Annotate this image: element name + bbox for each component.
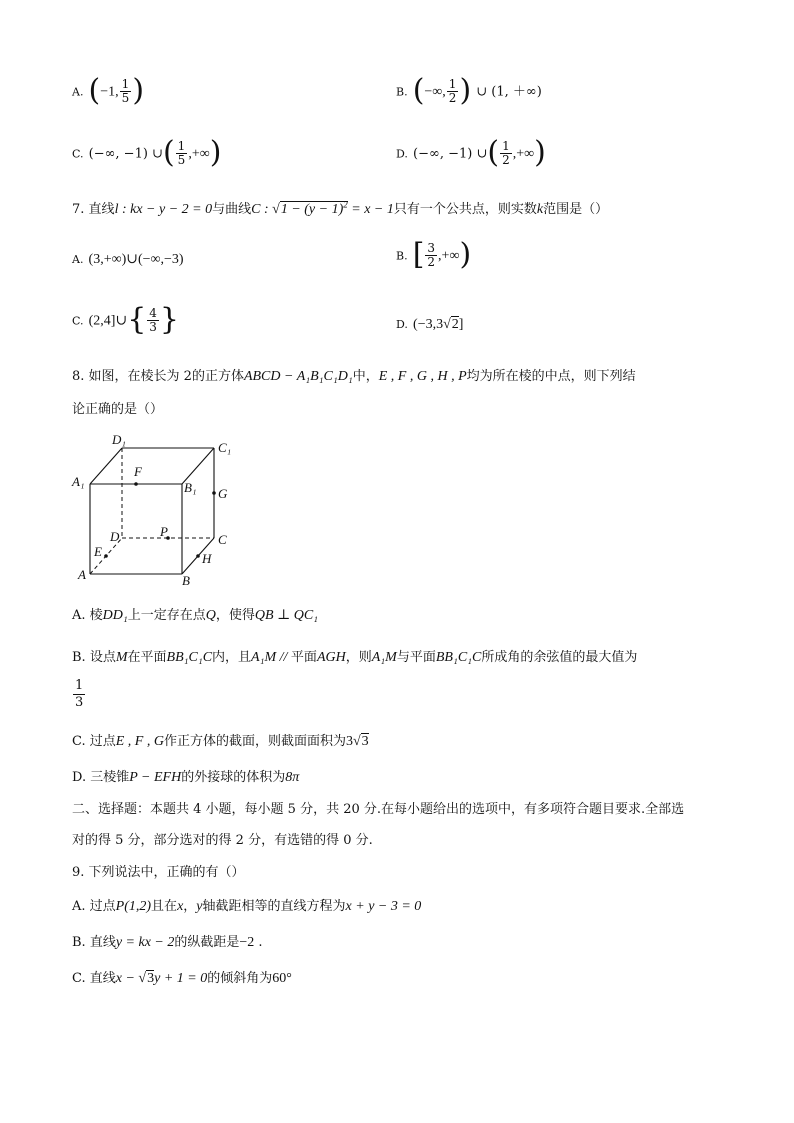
paren-open: ( (412, 73, 425, 108)
cube-name: ABCD − A₁B₁C₁D₁ (243, 369, 353, 384)
label-d: D (110, 529, 120, 544)
label-h: H (202, 551, 212, 566)
paren-open: ( (88, 73, 101, 108)
label-c1: C₁ (218, 440, 232, 455)
q7-line-eq: l : kx − y − 2 = 0 (114, 202, 213, 217)
label-d1: D₁ (112, 432, 126, 447)
q6-b-left: −∞, (424, 84, 446, 100)
edge-a1d1 (90, 448, 122, 484)
paren-close: ) (534, 135, 546, 170)
q7-c-value: (2,4]∪ (88, 313, 128, 329)
point-f (134, 482, 138, 486)
paren-open: ( (162, 135, 175, 170)
paren-open: ( (487, 135, 500, 170)
point-g (212, 491, 216, 495)
q7-stem: 7. 直线l : kx − y − 2 = 0与曲线C : $√1 - (y - 1)^2 = x - 1$只有一个公共点，则实数k范围是（） (72, 199, 609, 217)
q6-a-left: −1, (100, 84, 119, 100)
q9-option-b[interactable]: B. 直线y = kx − 2的纵截距是−2 . (72, 935, 263, 950)
label-f: F (134, 464, 142, 479)
q8-stem-line1: 8. 如图，在棱长为 2的正方体ABCD − A₁B₁C₁D₁中，E , F , G , H , P均为所在棱的中点，则下列结 (72, 369, 636, 384)
q6-b-union: ∪ (1, ＋∞) (476, 84, 542, 100)
point-e (104, 554, 108, 558)
q8-option-b-fraction: $\frac{1}{3}$ (75, 678, 84, 710)
q9-option-c[interactable]: C. 直线x − √3y + 1 = 0的倾斜角为60° (72, 971, 292, 986)
option-letter: A. (72, 85, 84, 99)
q6-cd-prefix: (−∞, −1) ∪ (88, 146, 163, 162)
fraction: $\frac{1}{5}$ (121, 76, 130, 105)
section2-line2: 对的得 5 分，部分选对的得 2 分，有选错的得 0 分. (72, 833, 373, 848)
fraction: $\frac{1}{5}$ (177, 138, 186, 167)
q6-option-d[interactable]: D. (−∞, −1) ∪( $\frac{1}{2}$ ,+∞) (396, 135, 546, 170)
q6-option-c[interactable]: C. (−∞, −1) ∪( $\frac{1}{5}$ ,+∞) (72, 135, 222, 170)
q8-stem-line2: 论正确的是（） (72, 402, 164, 417)
edge-b1c1 (182, 448, 214, 484)
fraction: $\frac{1}{2}$ (502, 138, 510, 167)
fraction: $\frac{3}{2}$ (427, 240, 436, 269)
option-letter: D. (396, 147, 408, 161)
cube-diagram (70, 428, 240, 588)
q7-option-b[interactable]: B. [ $\frac{3}{2}$ ,+∞) (396, 237, 472, 272)
q6-cd-prefix: (−∞, −1) ∪ (413, 146, 488, 162)
paren-close: ) (132, 73, 145, 108)
q8-option-c[interactable]: C. 过点E , F , G作正方体的截面，则截面面积为3√3 (72, 734, 369, 749)
label-e: E (94, 544, 102, 559)
q7-option-d[interactable]: D. (−3,3√2] (396, 317, 464, 332)
paren-close: ) (209, 135, 222, 170)
label-c: C (218, 532, 227, 547)
q7-option-c[interactable]: C. (2,4]∪{ $\frac{4}{3}$ } (72, 302, 180, 337)
option-letter: B. (396, 85, 408, 99)
option-letter: C. (72, 147, 84, 161)
section2-line1: 二、选择题：本题共 4 小题，每小题 5 分，共 20 分.在每小题给出的选项中，有多项符合题目要求.全部选 (72, 802, 685, 817)
label-g: G (218, 486, 228, 501)
fraction: $\frac{1}{2}$ (448, 76, 457, 105)
paren-close: ) (459, 73, 472, 108)
q9-option-a[interactable]: A. 过点P(1,2)且在x，y轴截距相等的直线方程为x + y − 3 = 0 (72, 899, 422, 914)
q9-stem: 9. 下列说法中，正确的有（） (72, 865, 245, 880)
q7-a-value: (3,+∞)∪(−∞,−3) (88, 252, 184, 267)
point-h (196, 554, 200, 558)
label-b: B (182, 573, 190, 588)
q8-option-d[interactable]: D. 三棱锥P − EFH的外接球的体积为8π (72, 770, 300, 785)
q6-option-b[interactable] (396, 73, 542, 108)
q6-option-a[interactable] (72, 73, 145, 108)
label-a1: A₁ (72, 474, 85, 489)
label-b1: B₁ (184, 480, 197, 495)
q7-option-a[interactable]: A. (3,+∞)∪(−∞,−3) (72, 252, 184, 267)
q8-option-b[interactable]: B. 设点M在平面BB₁C₁C内，且A₁M // 平面AGH，则A₁M与平面BB₁C₁C所成角的余弦值的最大值为 (72, 650, 638, 665)
q8-option-a[interactable]: A. 棱DD₁上一定存在点Q，使得QB ⊥ QC₁ (72, 608, 319, 623)
label-a: A (78, 567, 86, 582)
fraction: $\frac{4}{3}$ (149, 305, 157, 334)
label-p: P (160, 524, 168, 539)
